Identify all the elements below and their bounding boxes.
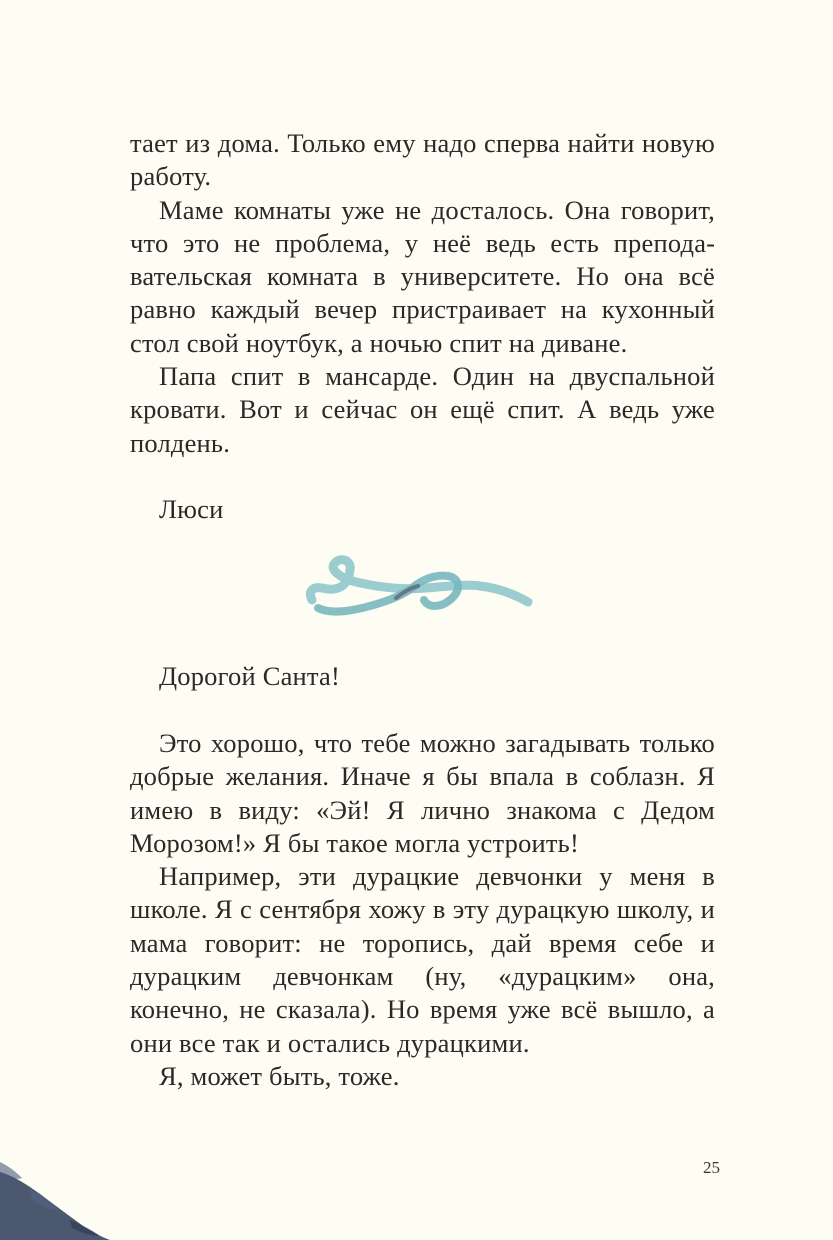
paragraph: тает из дома. Только ему надо сперва найти новую работу. — [130, 128, 715, 192]
signature: Люси — [159, 494, 224, 524]
ink-stain-icon — [0, 1150, 110, 1240]
paragraph: Это хорошо, что тебе можно загадывать только добрые желания. Иначе я бы впала в соблазн. Я имею в виду: «Эй! Я лично знакома с Дедом Морозом!» Я бы такое могла устроить! — [130, 728, 715, 858]
paragraph: Например, эти дурацкие девчонки у меня в школе. Я с сентября хожу в эту дурацкую школу, и мама говорит: не торопись, дай время себе и дурацким девчонкам (ну, «дурацким» она, конечно, не сказала). Но время уже всё вышло, а они все так и остались дурацкими. — [130, 861, 715, 1058]
text-block-top — [130, 127, 715, 460]
paragraph: Я, может быть, тоже. — [159, 1060, 400, 1091]
signature-block — [130, 493, 715, 526]
paragraph: Маме комнаты уже не досталось. Она говорит, что это не проблема, у неё ведь есть преподавательская комната в университете. Но она всё равно каждый вечер пристраивает на кухонный стол свой ноутбук, а ночью спит на диване. — [130, 194, 715, 358]
greeting-block — [130, 660, 715, 693]
page-number: 25 — [703, 1158, 720, 1177]
greeting: Дорогой Санта! — [159, 661, 341, 691]
text-block-bottom — [130, 727, 715, 1093]
ribbon-ornament-icon — [300, 548, 540, 628]
paragraph: Папа спит в мансарде. Один на двуспальной кровати. Вот и сейчас он ещё спит. А ведь уже полдень. — [130, 361, 715, 458]
